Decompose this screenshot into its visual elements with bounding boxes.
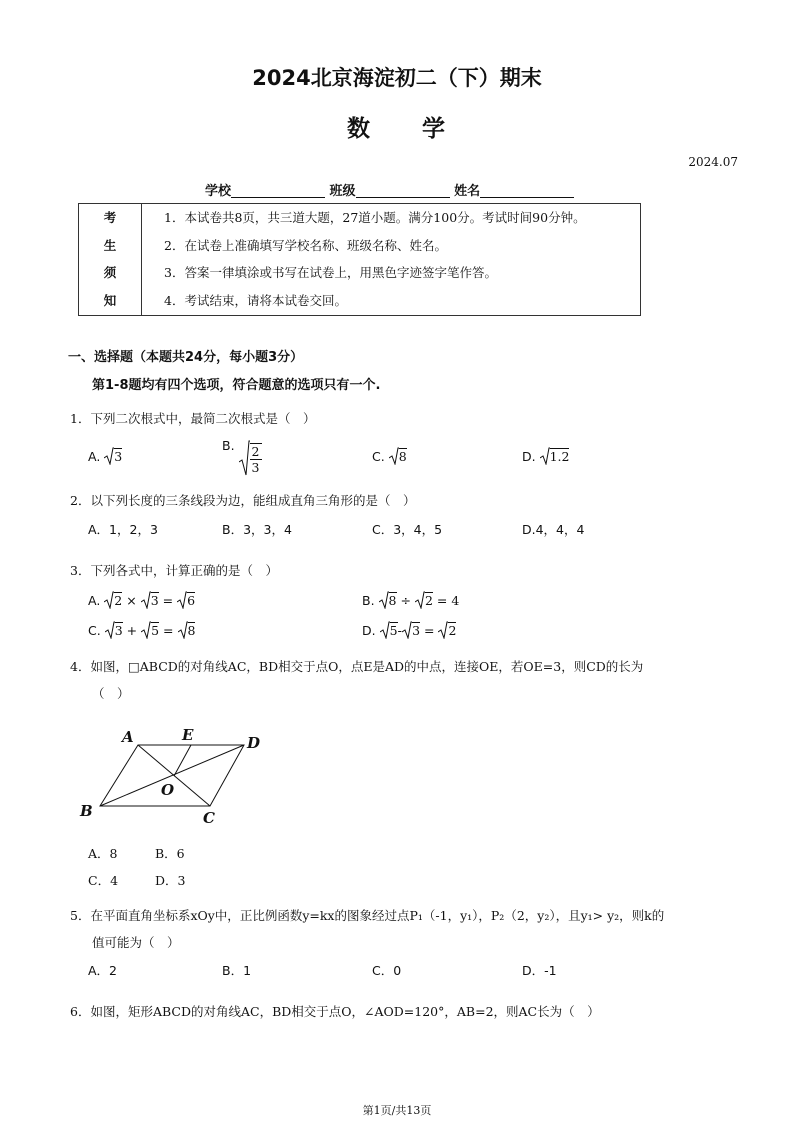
radicand: 8 xyxy=(187,623,196,638)
option-label: C. xyxy=(88,623,101,638)
q4-option-d[interactable]: D．3 xyxy=(155,873,186,888)
question-6-stem: 6．如图，矩形ABCD的对角线AC，BD相交于点O，∠AOD=120°，AB=2，则AC长为（ ） xyxy=(70,1004,600,1019)
question-2-stem: 2．以下列长度的三条线段为边，能组成直角三角形的是（ ） xyxy=(70,493,416,508)
name-label: 姓名 xyxy=(454,184,481,199)
school-label: 学校 xyxy=(205,184,232,199)
notice-item: 1．本试卷共8页，共三道大题，27道小题。满分100分。考试时间90分钟。 xyxy=(164,210,586,225)
name-blank[interactable] xyxy=(480,183,574,198)
vertex-label-b: B xyxy=(80,802,93,820)
notice-heading-char: 知 xyxy=(103,292,117,308)
parallelogram-figure xyxy=(72,722,272,830)
section-heading: 一、选择题（本题共24分，每小题3分） xyxy=(68,350,304,365)
equals-sign: = xyxy=(162,593,174,608)
q1-option-a[interactable] xyxy=(88,447,122,465)
fraction-numerator: 2 xyxy=(251,444,260,459)
question-5-stem-line2: 值可能为（ ） xyxy=(92,935,180,950)
question-3-stem: 3．下列各式中，计算正确的是（ ） xyxy=(70,563,278,578)
vertex-label-a: A xyxy=(122,728,134,746)
exam-date: 2024.07 xyxy=(688,155,738,169)
option-label: B. xyxy=(362,593,375,608)
q2-option-a[interactable]: A．1，2，3 xyxy=(88,522,158,537)
radicand: 8 xyxy=(388,593,397,608)
radicand: 3 xyxy=(150,593,159,608)
option-label: D. xyxy=(522,449,536,464)
school-blank[interactable] xyxy=(231,183,325,198)
sqrt-symbol-icon xyxy=(379,591,389,609)
radicand: 8 xyxy=(398,449,407,464)
q2-option-c[interactable]: C．3，4，5 xyxy=(372,522,443,537)
notice-items xyxy=(142,204,641,316)
q3-option-d[interactable] xyxy=(362,621,456,639)
exam-notice-box xyxy=(78,203,641,316)
sqrt-symbol-icon xyxy=(389,447,399,465)
sqrt-symbol-icon xyxy=(239,440,250,476)
student-info-fields xyxy=(205,180,574,199)
option-label: A. xyxy=(88,449,101,464)
sqrt-symbol-icon xyxy=(540,447,550,465)
radicand: 2 xyxy=(448,623,457,638)
q5-option-b[interactable]: B．1 xyxy=(222,963,252,978)
question-1-stem: 1．下列二次根式中，最简二次根式是（ ） xyxy=(70,411,316,426)
radicand: 2 xyxy=(424,593,433,608)
vertex-label-d: D xyxy=(247,734,261,752)
fraction-denominator: 3 xyxy=(251,460,260,475)
question-5-stem-line1: 5．在平面直角坐标系xOy中，正比例函数y=kx的图象经过点P₁（-1，y₁），P₂（2，y₂），且y₁> y₂，则k的 xyxy=(70,908,665,923)
subject-title: 数 学 xyxy=(347,116,447,142)
option-label: D. xyxy=(362,623,376,638)
option-label: C. xyxy=(372,449,385,464)
radicand: 1.2 xyxy=(549,449,570,464)
equals-sign: = xyxy=(424,623,435,638)
q4-option-b[interactable]: B．6 xyxy=(155,846,185,861)
vertex-label-o: O xyxy=(161,781,175,799)
sqrt-symbol-icon xyxy=(105,621,115,639)
radicand: 2 xyxy=(114,593,123,608)
sqrt-symbol-icon xyxy=(415,591,425,609)
operator: × xyxy=(126,593,137,608)
sqrt-symbol-icon xyxy=(104,591,114,609)
vertex-label-c: C xyxy=(203,809,215,827)
sqrt-symbol-icon xyxy=(438,621,448,639)
exam-title: 2024北京海淀初二（下）期末 xyxy=(252,66,542,90)
sqrt-symbol-icon xyxy=(178,621,188,639)
notice-heading-char: 生 xyxy=(103,237,117,253)
radicand: 3 xyxy=(114,623,123,638)
sqrt-symbol-icon xyxy=(104,447,114,465)
result-value: 4 xyxy=(451,593,460,608)
notice-item: 4．考试结束，请将本试卷交回。 xyxy=(164,292,347,308)
sqrt-symbol-icon xyxy=(380,621,390,639)
operator: - xyxy=(397,623,403,638)
operator: ÷ xyxy=(400,593,411,608)
q1-option-b[interactable] xyxy=(222,438,262,476)
operator: + xyxy=(126,623,138,638)
notice-heading-char: 考 xyxy=(103,210,117,225)
radicand: 3 xyxy=(412,623,421,638)
sqrt-symbol-icon xyxy=(141,621,151,639)
q3-option-b[interactable] xyxy=(362,591,459,609)
sqrt-symbol-icon xyxy=(141,591,151,609)
q5-option-c[interactable]: C．0 xyxy=(372,963,402,978)
class-blank[interactable] xyxy=(356,183,450,198)
radicand: 6 xyxy=(187,593,196,608)
radicand: 5 xyxy=(389,623,398,638)
vertex-label-e: E xyxy=(182,726,194,744)
q4-option-c[interactable]: C．4 xyxy=(88,873,119,888)
q2-option-b[interactable]: B．3，3，4 xyxy=(222,522,292,537)
equals-sign: = xyxy=(436,593,448,608)
sqrt-symbol-icon xyxy=(402,621,412,639)
q1-option-d[interactable] xyxy=(522,447,569,465)
equals-sign: = xyxy=(163,623,174,638)
q2-option-d[interactable]: D.4，4，4 xyxy=(522,522,585,537)
option-label: B. xyxy=(222,438,235,453)
q4-option-a[interactable]: A．8 xyxy=(88,846,118,861)
notice-item: 3．答案一律填涂或书写在试卷上，用黑色字迹签字笔作答。 xyxy=(164,265,497,280)
question-4-stem-line1: 4．如图，□ABCD的对角线AC，BD相交于点O，点E是AD的中点，连接OE，若OE=3，则CD的长为 xyxy=(70,659,644,674)
class-label: 班级 xyxy=(329,184,356,199)
q5-option-d[interactable]: D．-1 xyxy=(522,963,557,978)
q1-option-c[interactable] xyxy=(372,447,407,465)
option-label: A. xyxy=(88,593,101,608)
q5-option-a[interactable]: A．2 xyxy=(88,963,118,978)
notice-heading xyxy=(79,204,142,316)
radicand: 5 xyxy=(151,623,160,638)
section-instruction: 第1-8题均有四个选项，符合题意的选项只有一个. xyxy=(92,378,381,393)
notice-item: 2．在试卷上准确填写学校名称、班级名称、姓名。 xyxy=(164,237,447,253)
radicand: 3 xyxy=(114,449,123,464)
q3-option-a[interactable] xyxy=(88,591,195,609)
question-4-stem-line2: （ ） xyxy=(92,686,130,701)
q3-option-c[interactable] xyxy=(88,621,195,639)
sqrt-symbol-icon xyxy=(177,591,187,609)
page-number: 第1页/共13页 xyxy=(362,1104,432,1117)
notice-heading-char: 须 xyxy=(103,265,117,280)
